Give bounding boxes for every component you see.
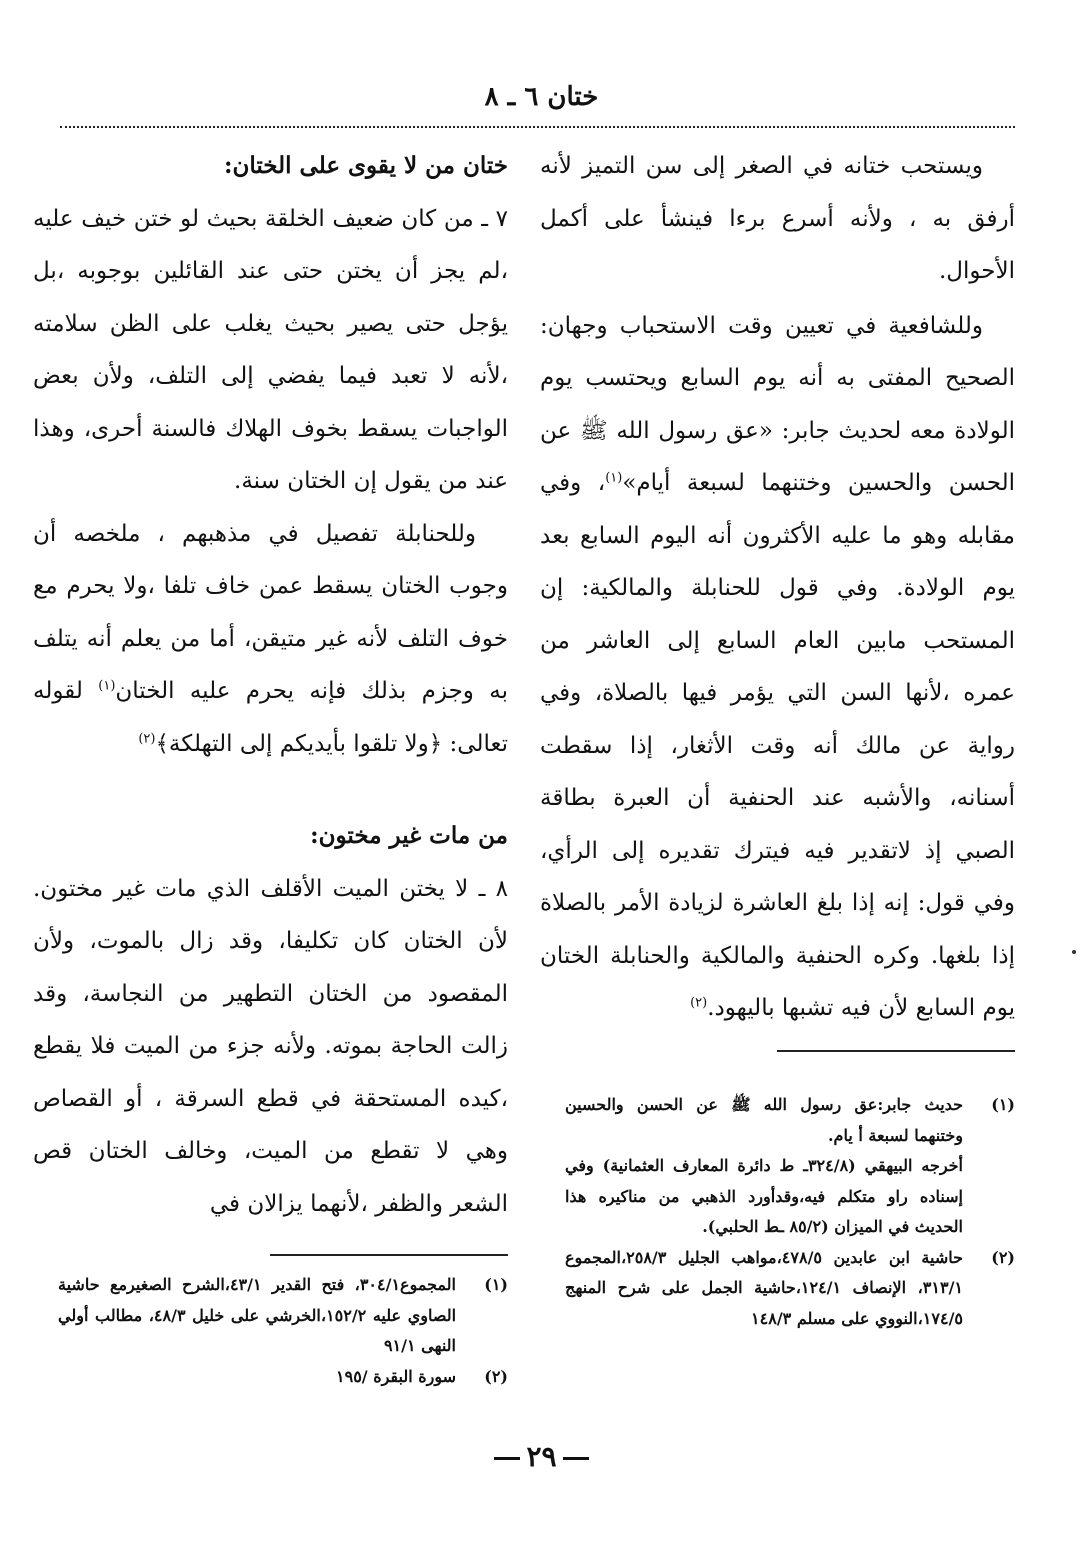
footnotes-left <box>58 1270 508 1392</box>
page-number-dash <box>563 1457 589 1460</box>
margin-mark <box>1072 950 1076 954</box>
footnote-ref: (١) <box>98 678 116 694</box>
quran-quote: لقوله تعالى: ﴿ولا تلقوا بأيديكم إلى التهلكة﴾ <box>33 678 508 757</box>
footnote-line: حاشية ابن عابدين ٤٧٨/٥،مواهب الجليل ٢٥٨/٣،المجموع ٣١٣/١، الإنصاف ١٢٤/١،حاشية الجمل على شرح المنهج ١٧٤/٥،النووي على مسلم ١٤٨/٣ <box>565 1247 963 1328</box>
footnote-number: (٢) <box>991 1247 1015 1267</box>
footnote-text <box>58 1362 456 1393</box>
section-heading-weak-constitution: ختان من لا يقوى على الختان: <box>223 152 508 179</box>
page-number-dash <box>494 1457 520 1460</box>
footnote-ref: (٢) <box>690 995 708 1011</box>
footnote-ref: (١) <box>605 470 623 486</box>
hanbali-detail-paragraph <box>33 508 508 771</box>
footnote-item <box>565 1243 1015 1335</box>
hanbali-detail-text: وللحنابلة تفصيل في مذهبهم ، ملخصه أن وجوب الختان يسقط عمن خاف تلفا ،ولا يحرم مع خوف التلف لأنه غير متيقن، أما من يعلم أنه يتلف به وجزم بذلك فإنه يحرم عليه الختان <box>33 520 509 704</box>
footnote-line: سورة البقرة /١٩٥ <box>336 1366 456 1386</box>
footnote-separator-left <box>270 1254 508 1256</box>
running-head: ختان ٦ ـ ٨ <box>484 82 599 112</box>
page-number-value: ٢٩ <box>526 1440 557 1473</box>
section-heading-uncircumcised-dead: من مات غير مختون: <box>310 822 508 849</box>
left-text-column <box>33 140 508 1230</box>
right-paragraph-2 <box>540 300 1015 1035</box>
footnote-text <box>565 1243 963 1335</box>
right-paragraph-2-continuation: ، وفي مقابله وهو ما عليه الأكثرون أنه اليوم السابع بعد يوم الولادة. وفي قول للحنابلة والمالكية: إن المستحب مابين العام السابع إلى العاشر من عمره ،لأنها السن التي يؤمر فيها بالصلاة، وفي رواية عن مالك أنه وقت الأثغار، إذا سقطت أسنانه، والأشبه عند الحنفية أن العبرة بطاقة الصبي إذ لاتقدير فيه فيترك تقديره إلى الرأي، وفي قول: إنه إذا بلغ العاشرة لزيادة الأمر بالصلاة إذا بلغها. وكره الحنفية والمالكية والحنابلة الختان يوم السابع لأن فيه تشبها باليهود. <box>540 470 1015 1021</box>
footnote-number: (١) <box>991 1095 1015 1114</box>
footnote-ref: (٢) <box>138 730 156 746</box>
footnote-text <box>565 1090 963 1243</box>
footnote-line: المجموع٣٠٤/١، فتح القدير ٤٣/١،الشرح الصغيرمع حاشية الصاوي عليه ١٥٢/٢،الخرشي على خليل ٤٨/٣، مطالب أولي النهى ٩١/١ <box>58 1275 457 1355</box>
footnote-text <box>58 1270 456 1362</box>
footnote-item <box>58 1270 508 1362</box>
footnote-separator-right <box>777 1050 1015 1052</box>
footnote-line: حديث جابر:عق رسول الله ﷺ عن الحسن والحسين وختنهما لسبعة أ يام. <box>565 1095 963 1145</box>
footnote-item <box>565 1090 1015 1243</box>
footnote-line: أخرجه البيهقي (٣٢٤/٨ـ ط دائرة المعارف العثمانية) وفي إسناده راو متكلم فيه،وقدأورد الذهبي من مناكيره هذا الحديث في الميزان (٨٥/٢ ـط الحلبي). <box>565 1156 964 1236</box>
footnote-number: (١) <box>484 1275 508 1294</box>
footnotes-right <box>565 1090 1015 1334</box>
footnote-item <box>58 1362 508 1393</box>
right-paragraph-1: ويستحب ختانه في الصغر إلى سن التميز لأنه أرفق به ، ولأنه أسرع برءا فينشأ على أكمل الأحوال. <box>540 153 1015 284</box>
page-number <box>0 1440 1083 1473</box>
right-text-column <box>540 140 1015 1035</box>
section-7-paragraph: ٧ ـ من كان ضعيف الخلقة بحيث لو ختن خيف عليه ،لم يجز أن يختن حتى عند القائلين بوجوبه ،بل يؤجل حتى يصير بحيث يغلب على الظن سلامته ،لأنه لا تعبد فيما يفضي إلى التلف، ولأن بعض الواجبات يسقط بخوف الهلاك فالسنة أحرى، وهذا عند من يقول إن الختان سنة. <box>33 205 508 494</box>
header-dotted-rule <box>60 126 1015 128</box>
footnote-number: (٢) <box>484 1366 508 1386</box>
right-paragraph-2-text: وللشافعية في تعيين وقت الاستحباب وجهان: الصحيح المفتى به أنه يوم السابع ويحتسب يوم الولادة معه لحديث جابر: «عق رسول الله ﷺ عن الحسن والحسين وختنهما لسبعة أيام» <box>540 312 1015 496</box>
section-8-paragraph: ٨ ـ لا يختن الميت الأقلف الذي مات غير مختون. لأن الختان كان تكليفا، وقد زال بالموت، ولأن المقصود من الختان التطهير من النجاسة، وقد زالت الحاجة بموته. ولأنه جزء من الميت فلا يقطع ،كيده المستحقة في قطع السرقة ، أو القصاص وهي لا تقطع من الميت، وخالف الختان قص الشعر والظفر ،لأنهما يزالان في <box>33 875 508 1217</box>
